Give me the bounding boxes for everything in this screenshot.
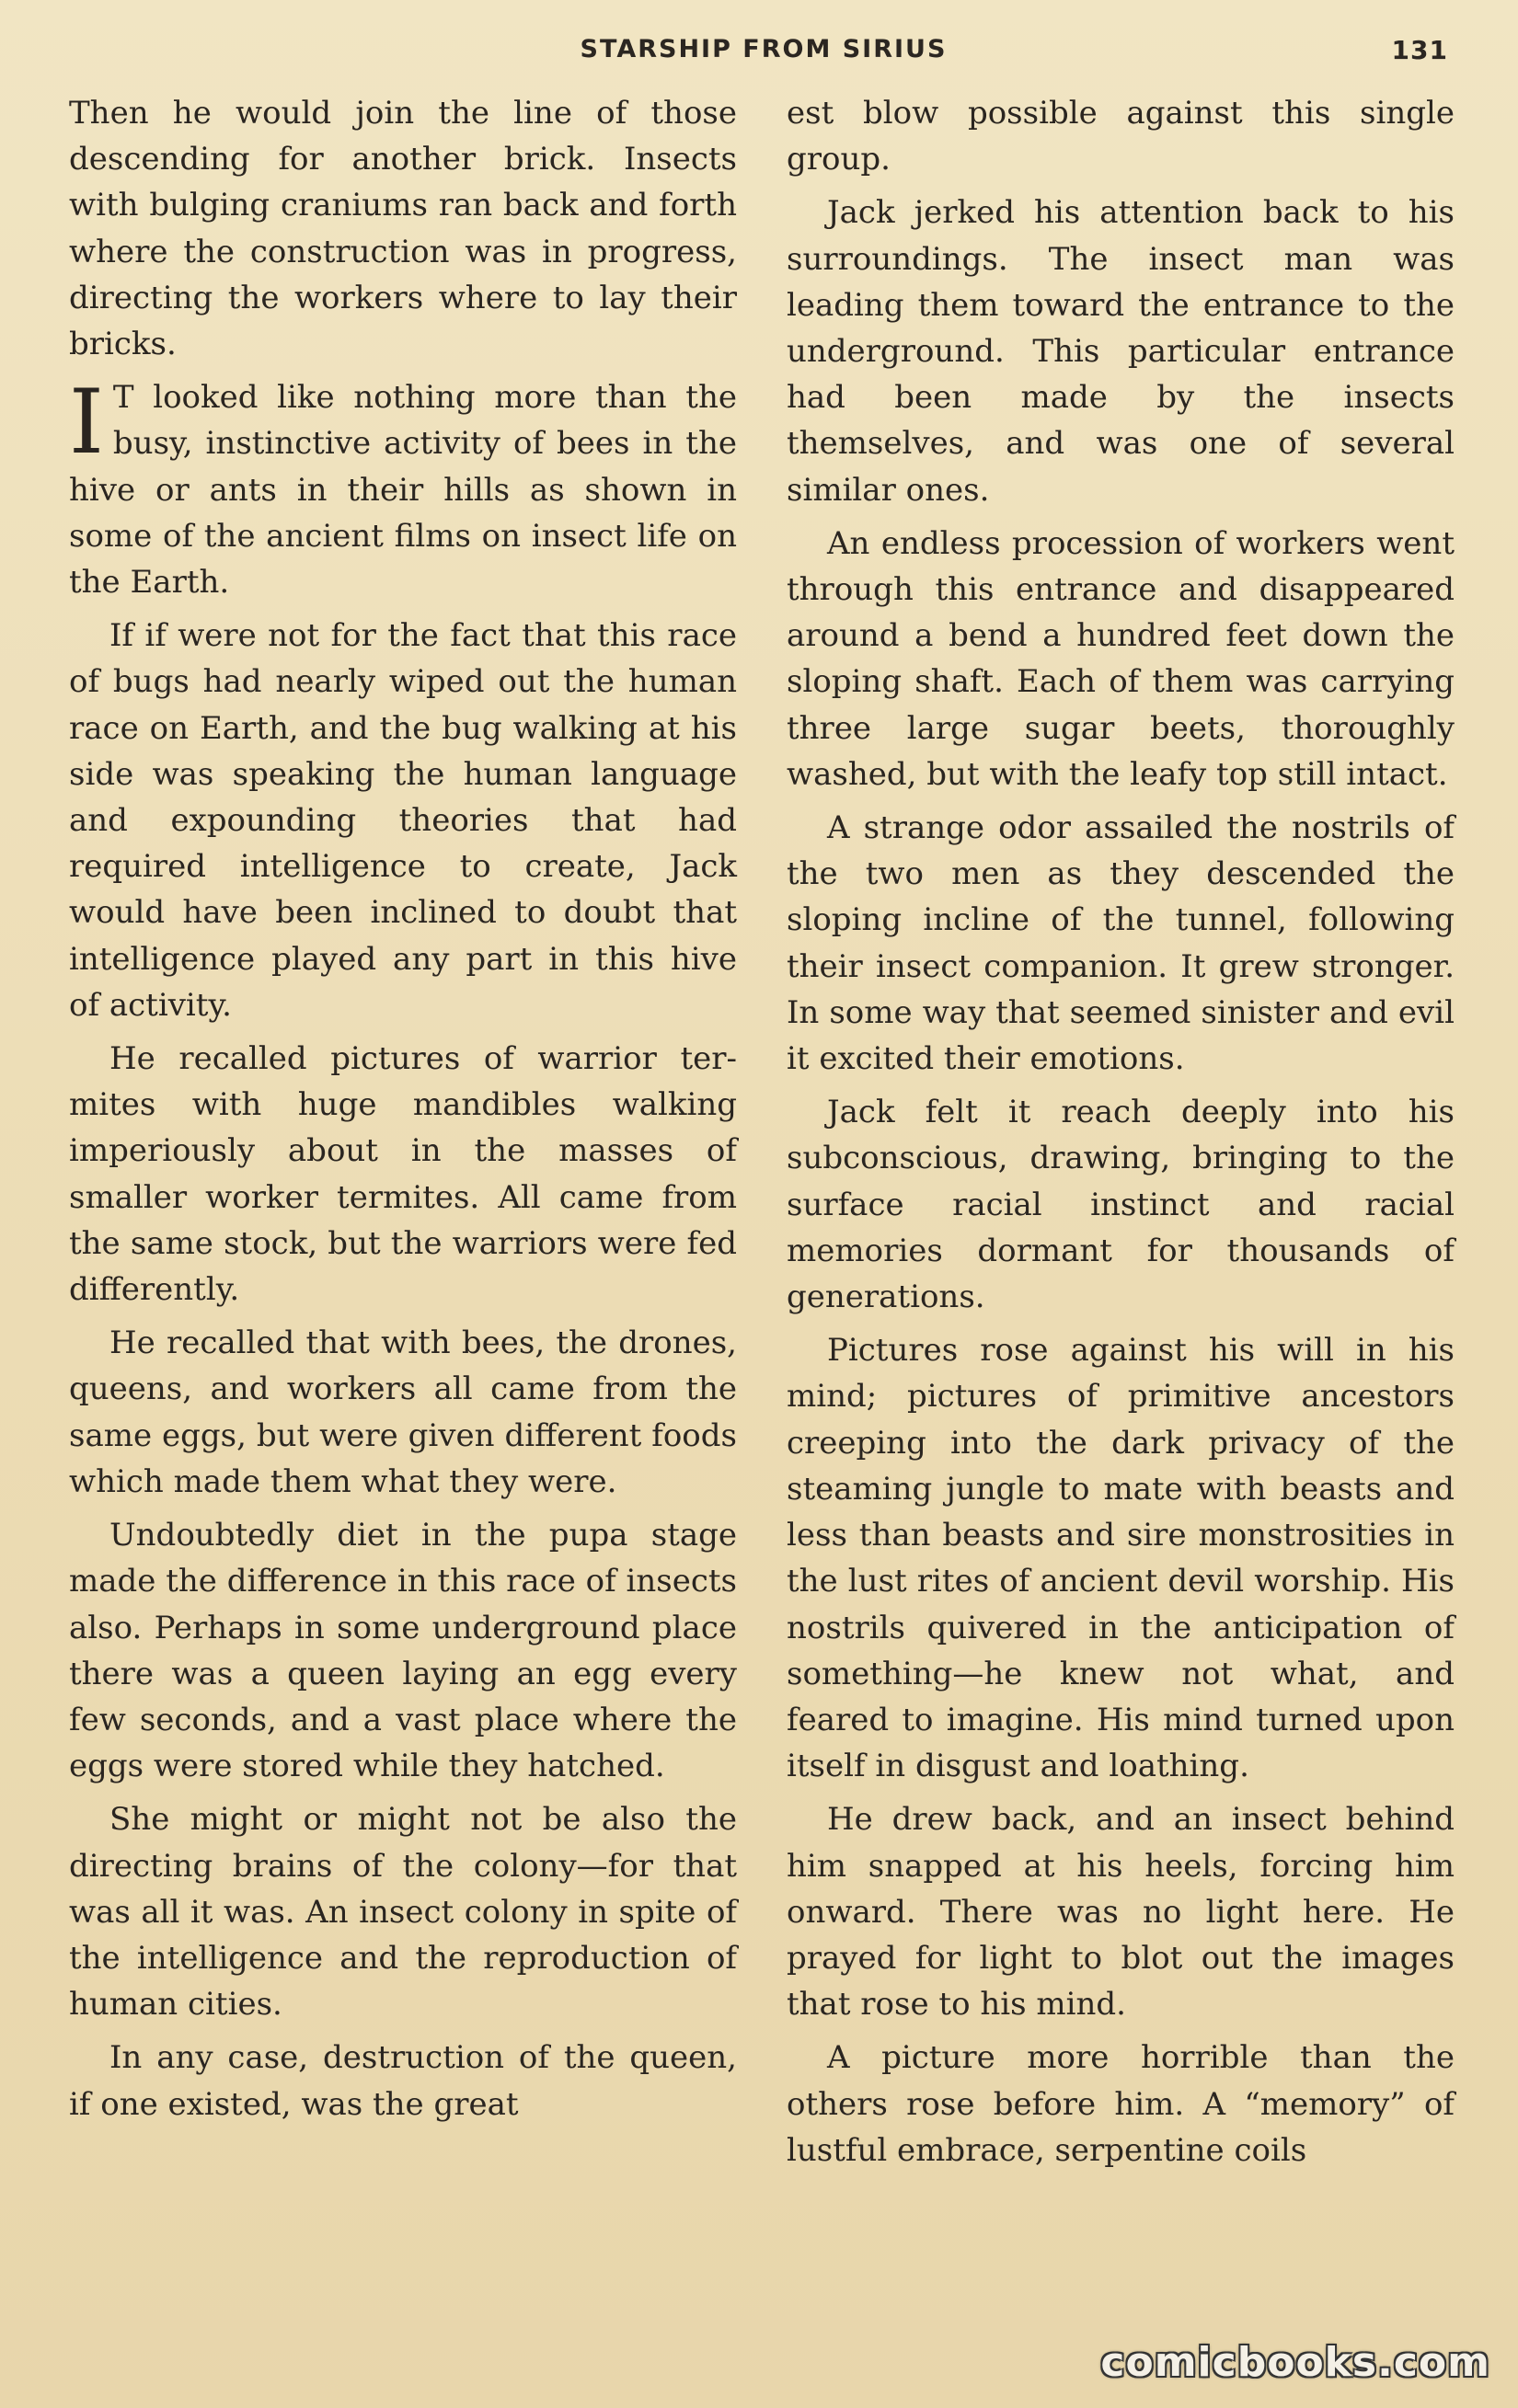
paragraph: A strange odor assailed the nostrils of the two men as they descended the sloping incline of the tunnel, following their insect companion. It grew stronger. In some way that seemed sinister and evil it excited their emotions. <box>787 809 1455 1078</box>
right-column <box>787 90 1455 2181</box>
paragraph: est blow possible against this single group. <box>787 95 1455 178</box>
paragraph: He drew back, and an insect behind him snapped at his heels, forcing him onward. There was no light here. He prayed for light to blot out the images that rose to his mind. <box>787 1801 1455 2024</box>
paragraph: Pictures rose against his will in his mind; pictures of primitive ancestors creeping into the dark privacy of the steaming jungle to mate with beasts and less than beasts and sire monstrosities in the lust rites of ancient devil worship. His nostrils quivered in the anticipation of something—he knew not what, and feared to imagine. His mind turned upon itself in disgust and loathing. <box>787 1332 1455 1785</box>
running-title: STARSHIP FROM SIRIUS <box>580 35 948 63</box>
paragraph: A picture more horrible than the others rose before him. A “memory” of lustful embrace, serpentine coils <box>787 2039 1455 2169</box>
page-number: 131 <box>1391 35 1448 65</box>
site-watermark: comicbooks.com <box>1100 2339 1490 2386</box>
paragraph: He recalled pictures of warrior termites with huge mandibles walking imperiously about in the masses of smaller worker termites. All came from the same stock, but the warriors were fed differently. <box>69 1040 737 1309</box>
paragraph: Undoubtedly diet in the pupa stage made the difference in this race of insects also. Perhaps in some underground place there was a queen laying an egg every few seconds, and a vast place where the eggs were stored while they hatched. <box>69 1517 737 1785</box>
paragraph: Jack felt it reach deeply into his subconscious, drawing, bringing to the surface racial instinct and racial memories dormant for thousands of generations. <box>787 1094 1455 1316</box>
page-header <box>0 35 1518 72</box>
paragraph: If if were not for the fact that this race of bugs had nearly wiped out the human race on Earth, and the bug walking at his side was speaking the human language and expounding theories that had required intelligence to create, Jack would have been inclined to doubt that intelligence played any part in this hive of activity. <box>69 617 737 1024</box>
paragraph: An endless procession of workers went through this entrance and disappeared around a bend a hundred feet down the sloping shaft. Each of them was carrying three large sugar beets, thoroughly washed, but with the leafy top still intact. <box>787 524 1455 793</box>
paragraph: She might or might not be also the directing brains of the colony—for that was all it was. An insect colony in spite of the intelligence and the reproduction of human cities. <box>69 1801 737 2024</box>
paragraph: Then he would join the line of those descending for another brick. Insects with bulging craniums ran back and forth where the construction was in progress, directing the workers where to lay their bricks. <box>69 95 737 363</box>
paragraph-dropcap <box>69 371 737 605</box>
paragraph: He recalled that with bees, the drones, queens, and workers all came from the same eggs, but were given different foods which made them what they were. <box>69 1324 737 1500</box>
left-column <box>69 90 737 2135</box>
paragraph: In any case, destruction of the queen, if one existed, was the great <box>69 2039 737 2123</box>
drop-cap: I <box>69 371 104 475</box>
paragraph-text: T looked like nothing more than the busy, instinctive activity of bees in the hive or ants in their hills as shown in some of the ancient films on insect life on the Earth. <box>69 379 737 602</box>
paragraph: Jack jerked his attention back to his surroundings. The insect man was leading them toward the entrance to the underground. This particular entrance had been made by the insects themselves, and was one of several similar ones. <box>787 194 1455 509</box>
